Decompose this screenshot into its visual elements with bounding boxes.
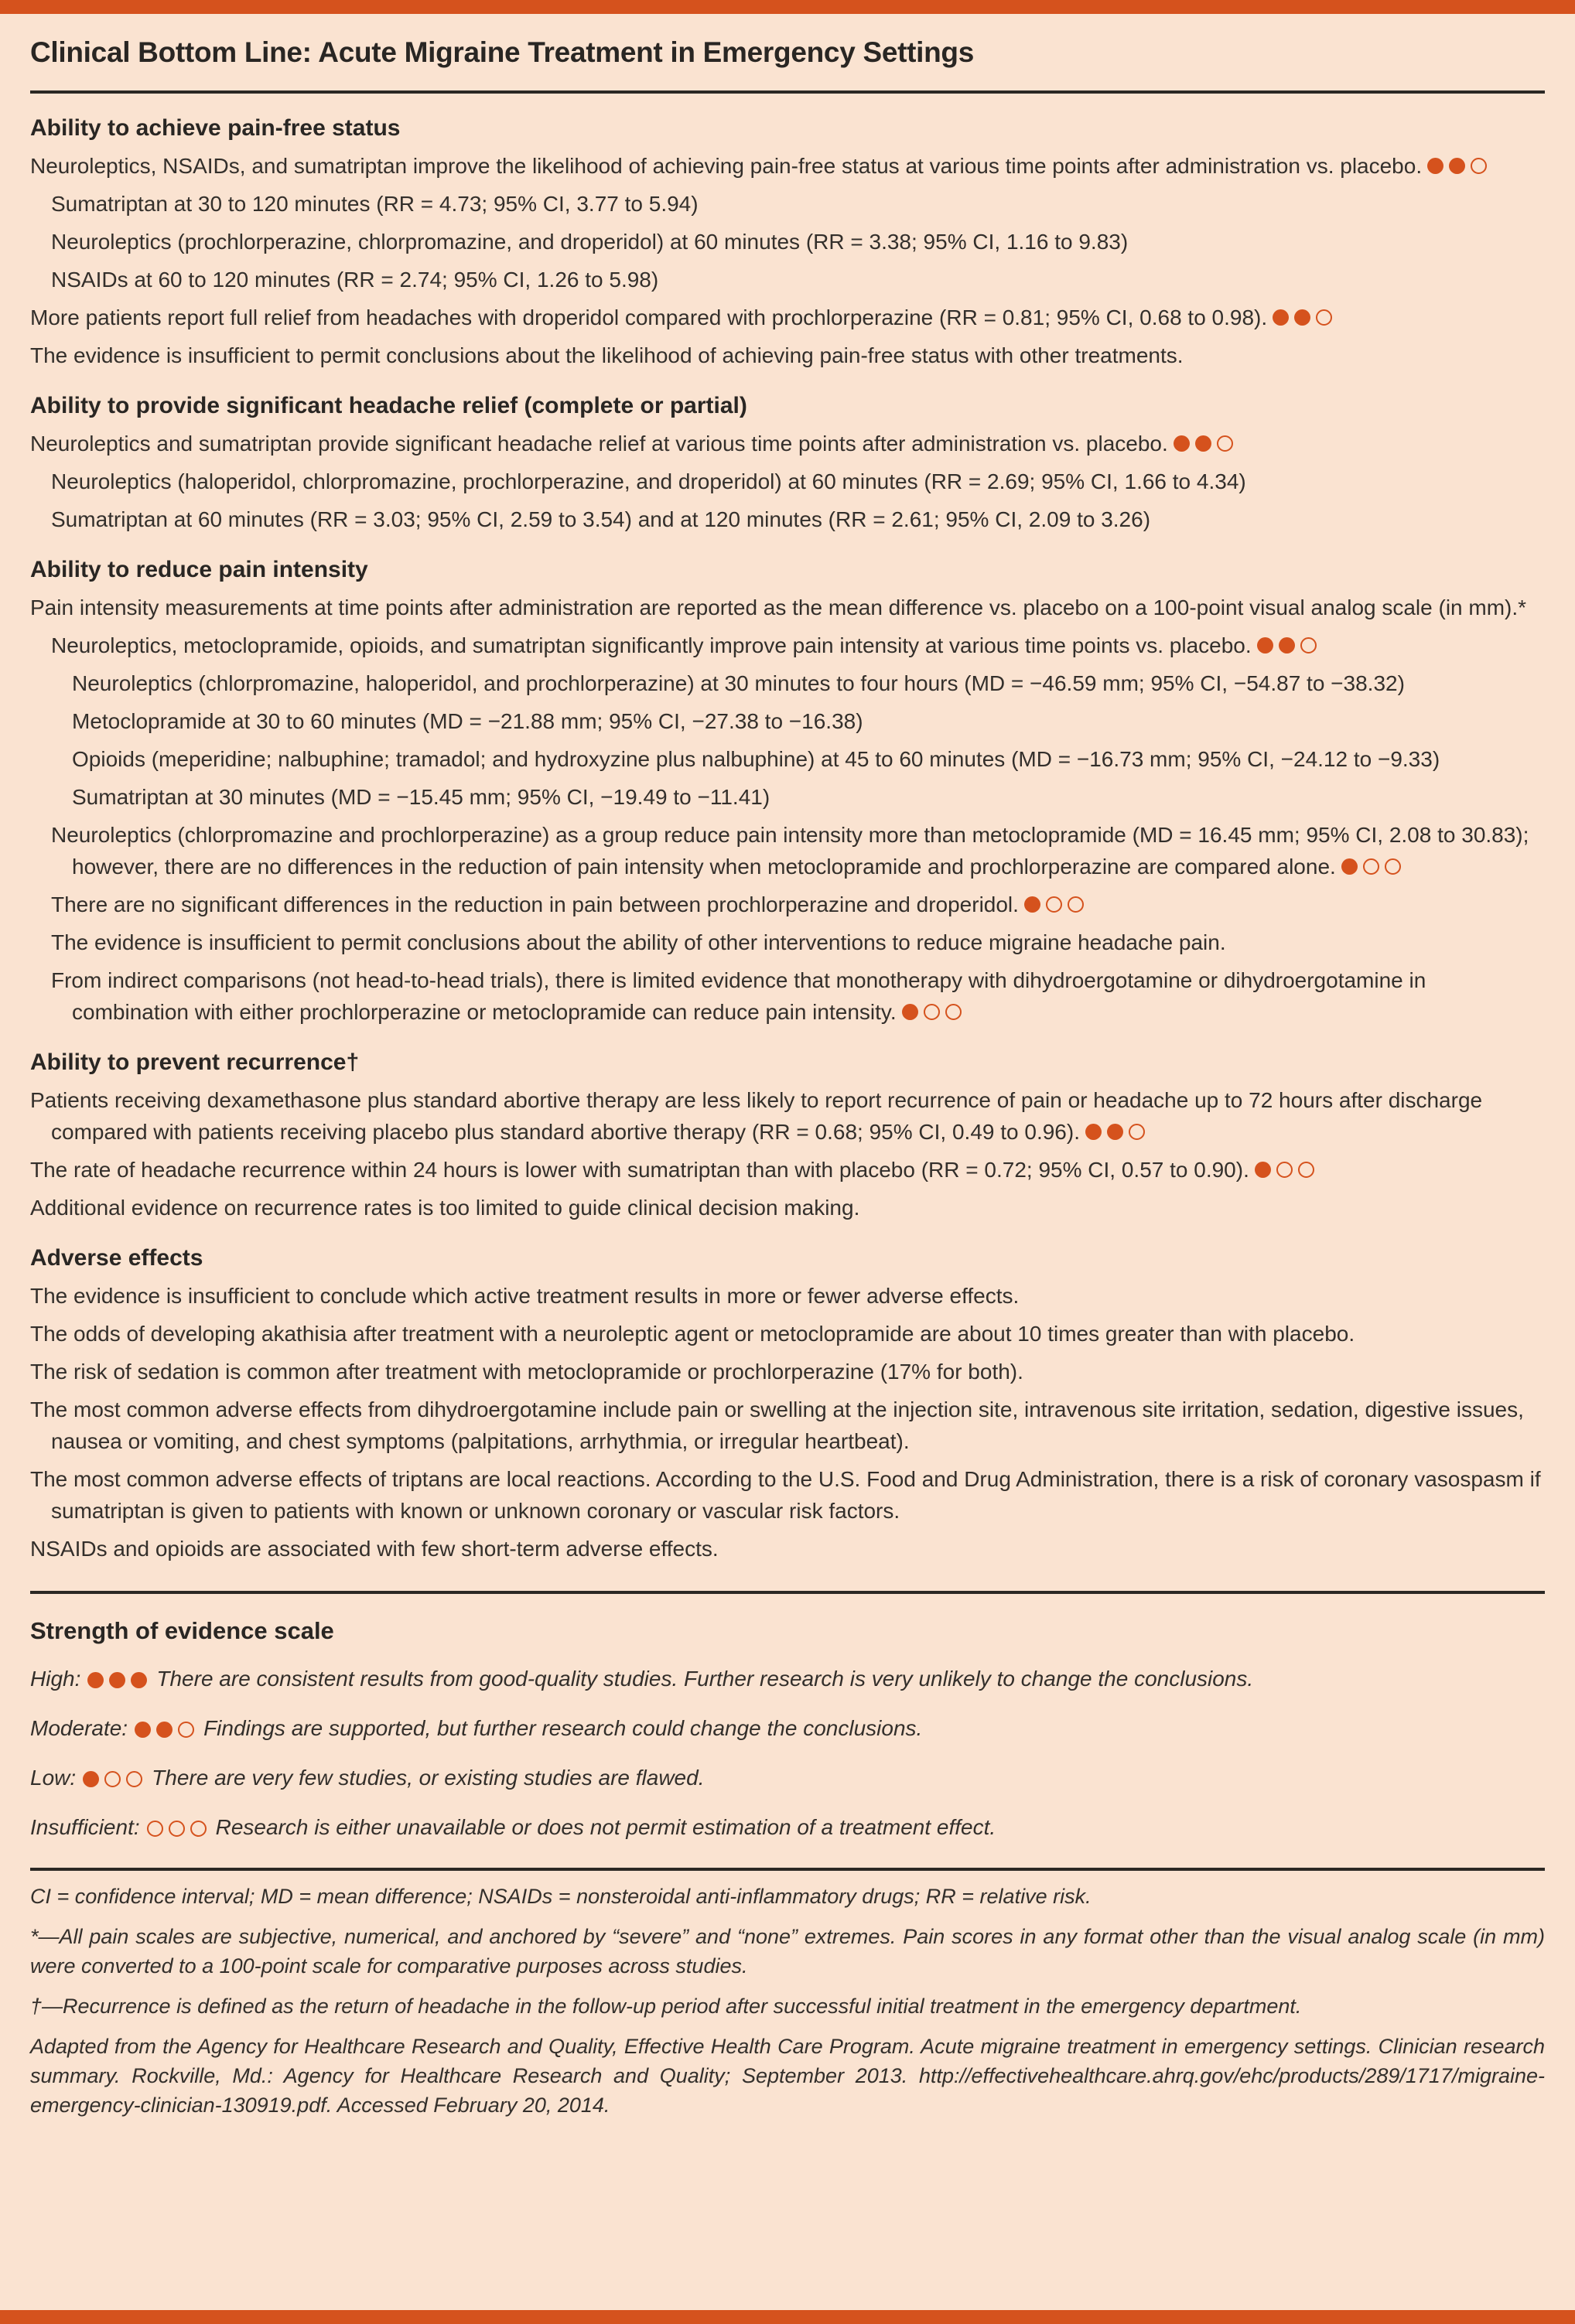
paragraph-text: Sumatriptan at 30 to 120 minutes (RR = 4.73; 95% CI, 3.77 to 5.94) [51,192,699,216]
evidence-dot-filled-icon [1279,637,1295,654]
paragraph [30,466,1545,497]
evidence-dot-filled-icon [131,1672,147,1688]
scale-rating [129,1716,194,1740]
paragraph-text: The most common adverse effects from dihydroergotamine include pain or swelling at the injection site, intravenous site irritation, sedation, digestive issues, nausea or vomiting, and chest symptoms (palpitations, arrhythmia, or irregular heartbeat). [30,1397,1524,1453]
evidence-dot-empty-icon [1276,1162,1293,1178]
scale-heading: Strength of evidence scale [30,1617,334,1644]
section-heading: Ability to prevent recurrence† [30,1049,360,1075]
evidence-dot-empty-icon [1129,1124,1145,1140]
paragraph [30,340,1545,371]
evidence-dot-filled-icon [1255,1162,1271,1178]
paragraph-text: There are no significant differences in the reduction in pain between prochlorperazine and droperidol. [51,892,1019,916]
paragraph-text: Neuroleptics and sumatriptan provide significant headache relief at various time points after administration vs. placebo. [30,432,1168,456]
paragraph-text: The risk of sedation is common after treatment with metoclopramide or prochlorperazine (17% for both). [30,1360,1023,1384]
scale-item-text: Findings are supported, but further research could change the conclusions. [203,1716,923,1740]
scale-item [30,1763,1545,1793]
paragraph [30,1192,1545,1223]
paragraph-text: The rate of headache recurrence within 24 hours is lower with sumatriptan than with placebo (RR = 0.72; 95% CI, 0.57 to 0.90). [30,1158,1249,1182]
paragraph-text: Additional evidence on recurrence rates is too limited to guide clinical decision making. [30,1196,860,1220]
scale-item-label: Low: [30,1766,77,1790]
paragraph-text: Sumatriptan at 60 minutes (RR = 3.03; 95% CI, 2.59 to 3.54) and at 120 minutes (RR = 2.61; 95% CI, 2.09 to 3.26) [51,507,1151,531]
scale-item-label: Insufficient: [30,1815,140,1839]
paragraph [30,927,1545,958]
scale-rating [82,1667,147,1691]
paragraph-text: Opioids (meperidine; nalbuphine; tramadol; and hydroxyzine plus nalbuphine) at 45 to 60 minutes (MD = −16.73 mm; 95% CI, −24.12 to −9.33) [72,747,1440,771]
evidence-dot-empty-icon [1471,158,1487,174]
footnote: Adapted from the Agency for Healthcare Research and Quality, Effective Health Care Program. Acute migraine treatment in emergency settings. Clinician research summary. Rockville, Md.: Agency for Healthcare Research and Quality; September 2013. http://effectivehealthcare.ahrq.gov/ehc/products/289/1717/migraine-emergency-clinician-130919.pdf. Accessed February 20, 2014. [30,2035,1545,2117]
evidence-dot-empty-icon [1363,858,1379,875]
paragraph [30,964,1545,1028]
section-heading: Ability to achieve pain-free status [30,115,401,141]
scale-item-text: Research is either unavailable or does not permit estimation of a treatment effect. [215,1815,996,1839]
paragraph [30,503,1545,535]
paragraph [30,705,1545,737]
paragraph [30,743,1545,775]
paragraph-text: Metoclopramide at 30 to 60 minutes (MD = −21.88 mm; 95% CI, −27.38 to −16.38) [72,709,863,733]
evidence-rating [897,1000,962,1024]
evidence-dot-empty-icon [104,1771,121,1787]
evidence-dot-filled-icon [1294,309,1310,326]
scale-item-label: High: [30,1667,81,1691]
paragraph-text: Pain intensity measurements at time points after administration are reported as the mean difference vs. placebo on a 100-point visual analog scale (in mm).* [30,596,1527,619]
footnote: *—All pain scales are subjective, numerical, and anchored by “severe” and “none” extremes. Pain scores in any format other than the visual analog scale (in mm) were converted to a 100-point scale for comparative purposes across studies. [30,1925,1545,1978]
scale-divider [30,1591,1545,1594]
paragraph-text: Neuroleptics (chlorpromazine and prochlorperazine) as a group reduce pain intensity more than metoclopramide (MD = 16.45 mm; 95% CI, 2.08 to 30.83); however, there are no differences in the reduction of pain intensity when metoclopramide and prochlorperazine are compared alone. [51,823,1529,879]
evidence-dot-filled-icon [1107,1124,1123,1140]
evidence-dot-empty-icon [1217,435,1233,452]
paragraph [30,630,1545,661]
paragraph-text: The evidence is insufficient to permit conclusions about the ability of other interventions to reduce migraine headache pain. [51,930,1226,954]
paragraph-text: NSAIDs at 60 to 120 minutes (RR = 2.74; 95% CI, 1.26 to 5.98) [51,268,659,292]
paragraph [30,667,1545,699]
footnote: †—Recurrence is defined as the return of headache in the follow-up period after successful initial treatment in the emergency department. [30,1995,1302,2018]
evidence-dot-filled-icon [1341,858,1358,875]
bottom-accent-bar [0,2310,1575,2324]
scale-item-text: There are very few studies, or existing studies are flawed. [152,1766,705,1790]
evidence-dot-filled-icon [1273,309,1289,326]
page-title: Clinical Bottom Line: Acute Migraine Treatment in Emergency Settings [30,36,975,68]
evidence-dot-filled-icon [1085,1124,1102,1140]
paragraph [30,264,1545,295]
section-heading: Adverse effects [30,1245,203,1271]
evidence-dot-filled-icon [1024,896,1040,913]
paragraph-text: From indirect comparisons (not head-to-head trials), there is limited evidence that monotherapy with dihydroergotamine or dihydroergotamine in combination with either prochlorperazine or metoclopramide can reduce pain intensity. [51,968,1426,1024]
evidence-dot-filled-icon [902,1004,918,1020]
paragraph-text: The evidence is insufficient to conclude which active treatment results in more or fewer adverse effects. [30,1284,1020,1308]
evidence-dot-empty-icon [1298,1162,1314,1178]
paragraph [30,1356,1545,1387]
paragraph-text: Patients receiving dexamethasone plus standard abortive therapy are less likely to report recurrence of pain or headache up to 72 hours after discharge compared with patients receiving placebo plus standard abortive therapy (RR = 0.68; 95% CI, 0.49 to 0.96). [30,1088,1483,1144]
evidence-dot-empty-icon [1068,896,1084,913]
evidence-dot-filled-icon [83,1771,99,1787]
paragraph [30,1154,1545,1186]
paragraph-text: The odds of developing akathisia after treatment with a neuroleptic agent or metoclopramide are about 10 times greater than with placebo. [30,1322,1355,1346]
scale-rating [77,1766,142,1790]
paragraph [30,188,1545,220]
title-divider [30,90,1545,94]
paragraph [30,781,1545,813]
evidence-dot-filled-icon [1427,158,1443,174]
evidence-dot-filled-icon [1257,637,1273,654]
paragraph-text: More patients report full relief from headaches with droperidol compared with prochlorperazine (RR = 0.81; 95% CI, 0.68 to 0.98). [30,305,1268,329]
evidence-rating [1019,892,1084,916]
scale-item [30,1664,1545,1694]
paragraph-text: Sumatriptan at 30 minutes (MD = −15.45 mm; 95% CI, −19.49 to −11.41) [72,785,770,809]
evidence-dot-filled-icon [1174,435,1190,452]
page-content [0,14,1575,2131]
evidence-dot-empty-icon [178,1722,194,1738]
paragraph [30,226,1545,258]
scale-item-text: There are consistent results from good-quality studies. Further research is very unlikely to change the conclusions. [156,1667,1254,1691]
evidence-rating [1249,1158,1314,1182]
evidence-dot-filled-icon [1449,158,1465,174]
evidence-dot-filled-icon [87,1672,104,1688]
paragraph [30,1463,1545,1527]
paragraph [30,889,1545,920]
footnotes-divider [30,1868,1545,1871]
paragraph-text: The evidence is insufficient to permit conclusions about the likelihood of achieving pain-free status with other treatments. [30,343,1184,367]
section-heading: Ability to reduce pain intensity [30,557,368,582]
evidence-dot-empty-icon [169,1821,185,1837]
paragraph [30,592,1545,623]
paragraph [30,1533,1545,1565]
paragraph [30,428,1545,459]
evidence-rating [1080,1120,1145,1144]
evidence-dot-empty-icon [147,1821,163,1837]
paragraph [30,150,1545,182]
scale-item [30,1812,1545,1843]
paragraph-text: NSAIDs and opioids are associated with few short-term adverse effects. [30,1537,719,1561]
paragraph [30,1318,1545,1350]
evidence-dot-empty-icon [190,1821,207,1837]
paragraph-text: Neuroleptics, metoclopramide, opioids, and sumatriptan significantly improve pain intensity at various time points vs. placebo. [51,633,1252,657]
evidence-dot-empty-icon [924,1004,940,1020]
evidence-rating [1267,305,1332,329]
sections-container [30,114,1545,1565]
paragraph-text: The most common adverse effects of triptans are local reactions. According to the U.S. Food and Drug Administration, there is a risk of coronary vasospasm if sumatriptan is given to patients with known or unknown coronary or vascular risk factors. [30,1467,1541,1523]
paragraph-text: Neuroleptics (prochlorperazine, chlorpromazine, and droperidol) at 60 minutes (RR = 3.38; 95% CI, 1.16 to 9.83) [51,230,1129,254]
section-heading: Ability to provide significant headache relief (complete or partial) [30,393,747,418]
scale-item-label: Moderate: [30,1716,128,1740]
evidence-rating [1168,432,1233,456]
evidence-dot-filled-icon [156,1722,173,1738]
scale-item [30,1713,1545,1744]
evidence-dot-filled-icon [1195,435,1211,452]
evidence-dot-empty-icon [945,1004,962,1020]
paragraph-text: Neuroleptics (chlorpromazine, haloperidol, and prochlorperazine) at 30 minutes to four hours (MD = −46.59 mm; 95% CI, −54.87 to −38.32) [72,671,1405,695]
top-accent-bar [0,0,1575,14]
evidence-dot-empty-icon [1046,896,1062,913]
evidence-scale-list [30,1664,1545,1843]
paragraph [30,302,1545,333]
footnotes-container [30,1882,1545,2120]
paragraph-text: Neuroleptics (haloperidol, chlorpromazine, prochlorperazine, and droperidol) at 60 minutes (RR = 2.69; 95% CI, 1.66 to 4.34) [51,469,1246,493]
evidence-dot-empty-icon [1385,858,1401,875]
paragraph [30,1394,1545,1457]
paragraph [30,1084,1545,1148]
evidence-dot-empty-icon [126,1771,142,1787]
evidence-dot-empty-icon [1300,637,1317,654]
paragraph-text: Neuroleptics, NSAIDs, and sumatriptan improve the likelihood of achieving pain-free status at various time points after administration vs. placebo. [30,154,1423,178]
evidence-dot-filled-icon [109,1672,125,1688]
paragraph [30,1280,1545,1312]
footnote: CI = confidence interval; MD = mean difference; NSAIDs = nonsteroidal anti-inflammatory drugs; RR = relative risk. [30,1885,1092,1908]
evidence-rating [1252,633,1317,657]
evidence-dot-empty-icon [1316,309,1332,326]
evidence-rating [1336,855,1401,879]
scale-rating [142,1815,207,1839]
paragraph [30,819,1545,882]
evidence-rating [1422,154,1487,178]
evidence-dot-filled-icon [135,1722,151,1738]
